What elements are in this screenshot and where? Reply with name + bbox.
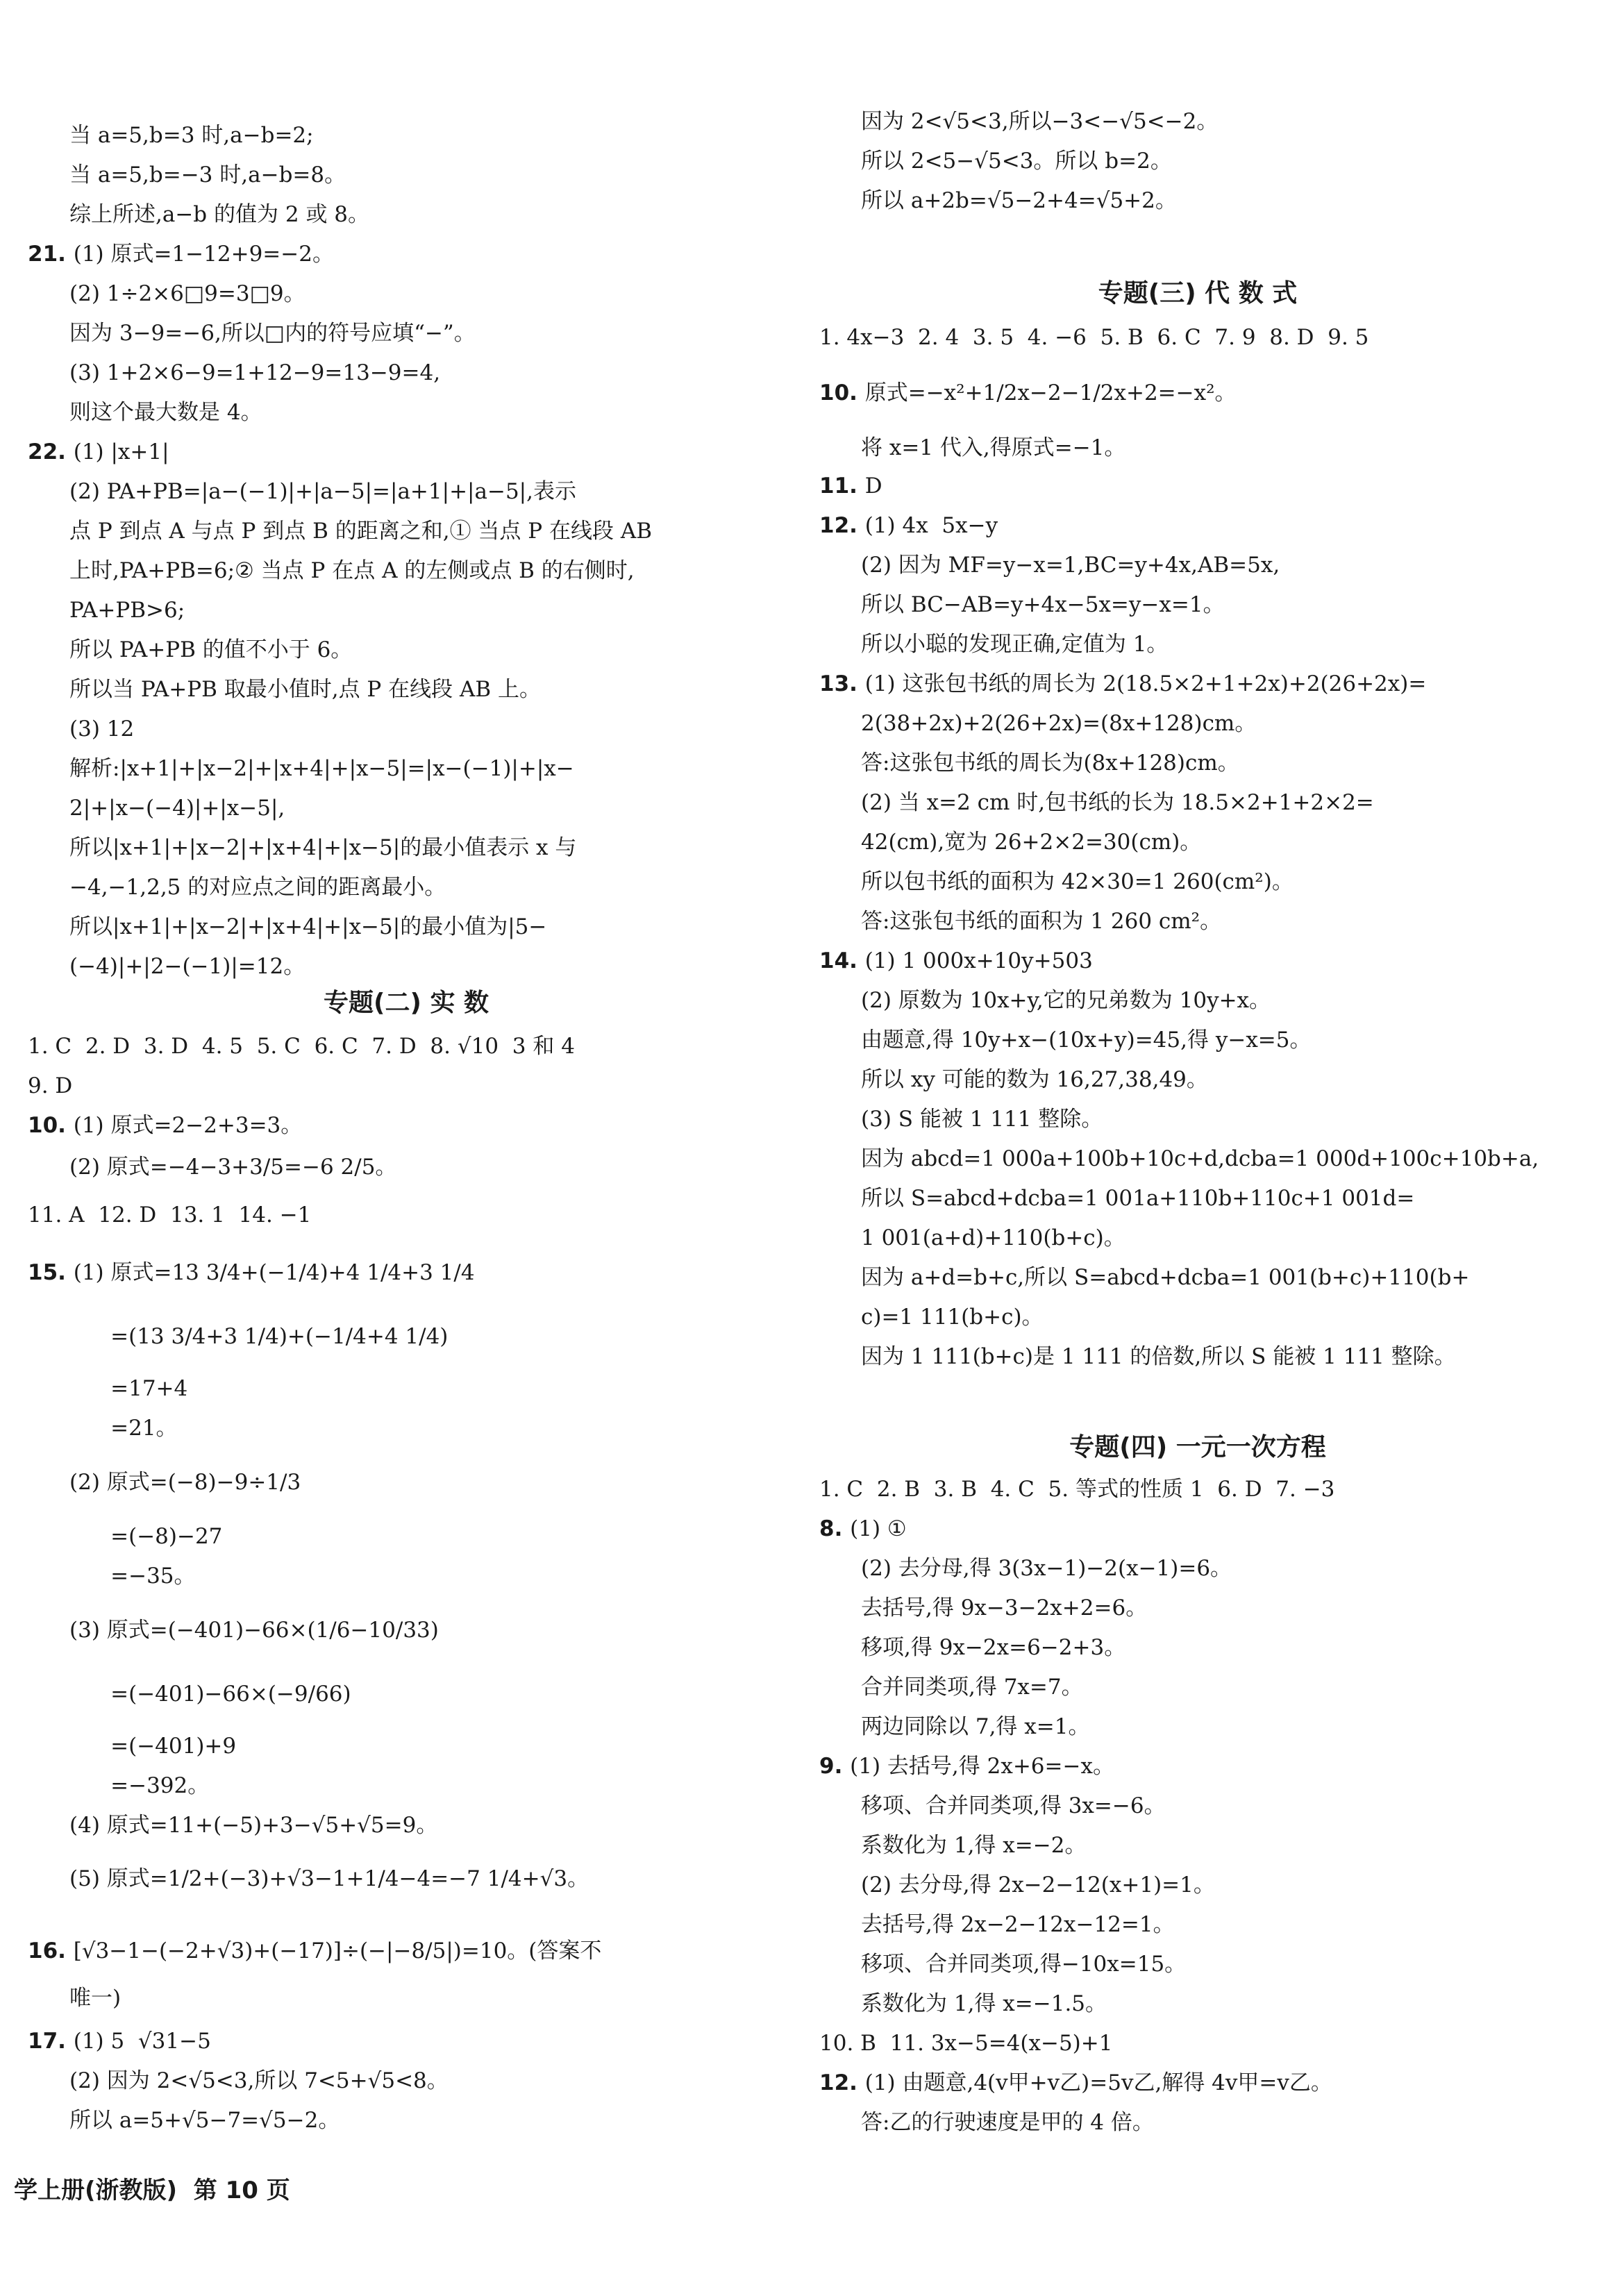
line-text: 11. A 12. D 13. 1 14. −1 — [28, 1203, 312, 1228]
answer-line — [69, 122, 314, 149]
line-text: 所以小聪的发现正确,定值为 1。 — [861, 632, 1169, 657]
answer-line — [69, 517, 652, 545]
answer-line — [861, 1264, 1469, 1291]
line-text: =(−8)−27 — [69, 1524, 223, 1549]
line-text: (5) 原式=1/2+(−3)+√3−1+1/4−4=−7 1/4+√3。 — [69, 1866, 589, 1891]
answer-line — [69, 873, 446, 901]
line-text: (−4)|+|2−(−1)|=12。 — [69, 954, 305, 979]
answer-line — [861, 1145, 1539, 1173]
line-text: 点 P 到点 A 与点 P 到点 B 的距离之和,① 当点 P 在线段 AB — [69, 519, 653, 544]
answer-line — [861, 1594, 1147, 1622]
question-number: 16. — [28, 1938, 74, 1963]
line-text: (1) 由题意,4(v甲+v乙)=5v乙,解得 4v甲=v乙。 — [864, 2070, 1332, 2095]
line-text: 所以|x+1|+|x−2|+|x+4|+|x−5|的最小值为|5− — [69, 914, 547, 939]
line-text: (1) 5 √31−5 — [73, 2029, 211, 2054]
question-number: 11. — [819, 474, 865, 499]
line-text: (1) 原式=2−2+3=3。 — [73, 1113, 303, 1138]
answer-line — [861, 987, 1271, 1014]
line-text: 1. C 2. D 3. D 4. 5 5. C 6. C 7. D 8. √10 3 和 4 — [28, 1034, 575, 1059]
line-text: c)=1 111(b+c)。 — [861, 1305, 1044, 1330]
line-text: 解析:|x+1|+|x−2|+|x+4|+|x−5|=|x−(−1)|+|x− — [69, 756, 574, 781]
answer-line — [861, 630, 1168, 658]
answer-line — [69, 319, 476, 347]
answer-line — [861, 108, 1218, 135]
answer-line — [69, 1468, 301, 1496]
question-number: 9. — [819, 1754, 851, 1779]
line-text: 上时,PA+PB=6;② 当点 P 在点 A 的左侧或点 B 的右侧时, — [69, 558, 635, 583]
line-text: =17+4 — [69, 1376, 188, 1401]
line-text: =(13 3/4+3 1/4)+(−1/4+4 1/4) — [69, 1324, 449, 1349]
question-line — [819, 670, 1426, 698]
answer-line — [819, 324, 1368, 351]
answer-line — [861, 2109, 1154, 2136]
line-text: 所以 PA+PB 的值不小于 6。 — [69, 637, 353, 662]
question-line — [819, 2069, 1332, 2097]
line-text: (1) 原式=1−12+9=−2。 — [73, 242, 334, 267]
question-number: 15. — [28, 1260, 74, 1285]
line-text: (2) 1÷2×6□9=3□9。 — [69, 281, 305, 306]
line-text: 1. C 2. B 3. B 4. C 5. 等式的性质 1 6. D 7. −3 — [819, 1477, 1335, 1502]
line-text: (1) 4x 5x−y — [864, 513, 998, 538]
answer-line — [69, 2106, 340, 2134]
question-number: 12. — [819, 513, 865, 538]
line-text: 系数化为 1,得 x=−2。 — [861, 1833, 1087, 1858]
answer-line — [69, 794, 285, 822]
line-text: 合并同类项,得 7x=7。 — [861, 1675, 1083, 1700]
line-text: 原式=−x²+1/2x−2−1/2x+2=−x²。 — [864, 380, 1237, 405]
line-text: 1 001(a+d)+110(b+c)。 — [861, 1225, 1125, 1250]
line-text: =−392。 — [69, 1773, 210, 1798]
answer-line — [69, 1523, 222, 1550]
line-text: 当 a=5,b=−3 时,a−b=8。 — [69, 162, 346, 187]
line-text: 所以 2<5−√5<3。所以 b=2。 — [861, 149, 1172, 174]
line-text: (1) 1 000x+10y+503 — [864, 948, 1093, 973]
question-number: 22. — [28, 439, 74, 464]
line-text: =21。 — [69, 1416, 178, 1441]
answer-line — [861, 1871, 1215, 1899]
answer-line — [861, 1026, 1312, 1054]
answer-line — [819, 1475, 1334, 1503]
line-text: 9. D — [28, 1073, 73, 1098]
line-text: (2) 当 x=2 cm 时,包书纸的长为 18.5×2+1+2×2= — [861, 790, 1374, 815]
line-text: (2) PA+PB=|a−(−1)|+|a−5|=|a+1|+|a−5|,表示 — [69, 479, 576, 504]
answer-line — [69, 1616, 439, 1644]
line-text: D — [864, 474, 882, 499]
answer-line — [69, 1865, 589, 1893]
line-text: 两边同除以 7,得 x=1。 — [861, 1714, 1090, 1739]
question-line — [819, 947, 1093, 975]
answer-line — [69, 2067, 449, 2095]
answer-line — [69, 280, 305, 308]
line-text: 因为 1 111(b+c)是 1 111 的倍数,所以 S 能被 1 111 整除。 — [861, 1344, 1456, 1369]
answer-line — [861, 868, 1294, 896]
line-text: (2) 去分母,得 2x−2−12(x+1)=1。 — [861, 1873, 1215, 1898]
answer-line — [28, 1072, 72, 1100]
line-text: 去括号,得 9x−3−2x+2=6。 — [861, 1595, 1148, 1620]
question-number: 17. — [28, 2029, 74, 2054]
answer-line — [861, 1832, 1086, 1859]
answer-line — [861, 1792, 1166, 1820]
line-text: 去括号,得 2x−2−12x−12=1。 — [861, 1912, 1175, 1937]
question-number: 14. — [819, 948, 865, 973]
answer-line — [69, 399, 262, 426]
answer-line — [69, 201, 369, 228]
line-text: 答:这张包书纸的周长为(8x+128)cm。 — [861, 751, 1239, 776]
line-text: (2) 原式=(−8)−9÷1/3 — [69, 1470, 301, 1495]
line-text: 答:乙的行驶速度是甲的 4 倍。 — [861, 2110, 1154, 2135]
answer-line — [861, 147, 1172, 175]
answer-line — [861, 710, 1256, 737]
line-text: PA+PB>6; — [69, 598, 185, 623]
answer-line — [861, 1343, 1456, 1371]
line-text: =(−401)−66×(−9/66) — [69, 1682, 351, 1707]
answer-line — [69, 636, 352, 664]
section-heading: 专题(四) 一元一次方程 — [1069, 1433, 1326, 1461]
answer-line — [861, 434, 1125, 462]
question-line — [28, 1937, 601, 1965]
question-line — [819, 1515, 907, 1543]
answer-line — [861, 591, 1225, 619]
line-text: (1) 原式=13 3/4+(−1/4)+4 1/4+3 1/4 — [73, 1260, 475, 1285]
line-text: (3) S 能被 1 111 整除。 — [861, 1107, 1103, 1132]
line-text: 由题意,得 10y+x−(10x+y)=45,得 y−x=5。 — [861, 1028, 1312, 1053]
answer-line — [861, 749, 1239, 777]
line-text: =−35。 — [69, 1564, 196, 1589]
line-text: 所以 a+2b=√5−2+4=√5+2。 — [861, 188, 1177, 213]
line-text: 1. 4x−3 2. 4 3. 5 4. −6 5. B 6. C 7. 9 8. D 9. 5 — [819, 325, 1369, 350]
line-text: 所以 BC−AB=y+4x−5x=y−x=1。 — [861, 592, 1225, 617]
question-line — [819, 472, 882, 500]
line-text: 因为 a+d=b+c,所以 S=abcd+dcba=1 001(b+c)+110(b+ — [861, 1265, 1470, 1290]
question-line — [28, 240, 334, 268]
line-text: (2) 因为 MF=y−x=1,BC=y+4x,AB=5x, — [861, 553, 1280, 578]
answer-line — [69, 834, 576, 862]
answer-line — [861, 1303, 1044, 1331]
question-line — [819, 512, 998, 539]
line-text: =(−401)+9 — [69, 1734, 237, 1759]
question-line — [819, 379, 1237, 407]
line-text: 综上所述,a−b 的值为 2 或 8。 — [69, 202, 370, 227]
line-text: (3) 1+2×6−9=1+12−9=13−9=4, — [69, 360, 441, 385]
line-text: 移项、合并同类项,得−10x=15。 — [861, 1952, 1187, 1977]
question-number: 8. — [819, 1516, 851, 1541]
line-text: 所以|x+1|+|x−2|+|x+4|+|x−5|的最小值表示 x 与 — [69, 835, 577, 860]
line-text: (4) 原式=11+(−5)+3−√5+√5=9。 — [69, 1813, 438, 1838]
answer-line — [861, 828, 1201, 856]
answer-line — [69, 1811, 437, 1839]
question-line — [28, 1112, 302, 1139]
question-number: 12. — [819, 2070, 865, 2095]
answer-line — [69, 1153, 396, 1181]
line-text: 所以 a=5+√5−7=√5−2。 — [69, 2108, 340, 2133]
line-text: (1) 这张包书纸的周长为 2(18.5×2+1+2x)+2(26+2x)= — [864, 671, 1427, 696]
line-text: 移项,得 9x−2x=6−2+3。 — [861, 1635, 1126, 1660]
line-text: −4,−1,2,5 的对应点之间的距离最小。 — [69, 875, 446, 900]
answer-line — [69, 1984, 121, 2012]
answer-line — [69, 557, 635, 585]
line-text: 2(38+2x)+2(26+2x)=(8x+128)cm。 — [861, 711, 1257, 736]
question-number: 13. — [819, 671, 865, 696]
answer-line — [861, 1555, 1232, 1582]
line-text: 则这个最大数是 4。 — [69, 400, 262, 425]
answer-line — [69, 1323, 448, 1350]
answer-line — [69, 1414, 178, 1442]
answer-line — [861, 1184, 1414, 1212]
answer-line — [819, 2029, 1112, 2057]
answer-line — [861, 789, 1374, 816]
answer-line — [861, 1713, 1089, 1741]
line-text: 10. B 11. 3x−5=4(x−5)+1 — [819, 2031, 1113, 2056]
line-text: (1) |x+1| — [73, 439, 169, 464]
answer-line — [69, 913, 546, 941]
page-footer: 学上册(浙教版) 第 10 页 — [14, 2177, 290, 2204]
line-text: (1) ① — [850, 1516, 907, 1541]
answer-line — [861, 907, 1221, 935]
answer-line — [861, 187, 1177, 215]
line-text: (2) 原数为 10x+y,它的兄弟数为 10y+x。 — [861, 988, 1271, 1013]
answer-line — [69, 359, 440, 387]
answer-line — [861, 551, 1280, 579]
question-line — [819, 1752, 1114, 1780]
answer-line — [861, 1950, 1186, 1978]
line-text: 所以 xy 可能的数为 16,27,38,49。 — [861, 1067, 1208, 1092]
answer-line — [861, 1634, 1125, 1661]
answer-line — [69, 478, 576, 505]
answer-line — [69, 676, 541, 703]
answer-line — [28, 1032, 575, 1060]
line-text: 所以 S=abcd+dcba=1 001a+110b+110c+1 001d= — [861, 1186, 1415, 1211]
answer-line — [69, 161, 346, 189]
question-number: 10. — [28, 1113, 74, 1138]
line-text: 因为 2<√5<3,所以−3<−√5<−2。 — [861, 109, 1219, 134]
question-number: 21. — [28, 242, 74, 267]
line-text: 当 a=5,b=3 时,a−b=2; — [69, 123, 314, 148]
answer-line — [28, 1201, 311, 1229]
answer-line — [69, 596, 185, 624]
answer-line — [861, 1990, 1107, 2018]
line-text: 唯一) — [69, 1986, 122, 2011]
line-text: 因为 abcd=1 000a+100b+10c+d,dcba=1 000d+100c+10b+a, — [861, 1146, 1539, 1171]
answer-line — [861, 1066, 1208, 1094]
line-text: (3) 12 — [69, 717, 135, 742]
line-text: 移项、合并同类项,得 3x=−6。 — [861, 1793, 1166, 1818]
line-text: 所以当 PA+PB 取最小值时,点 P 在线段 AB 上。 — [69, 677, 542, 702]
question-number: 10. — [819, 380, 865, 405]
answer-line — [861, 1673, 1083, 1701]
answer-line — [69, 953, 305, 980]
answer-line — [69, 715, 134, 743]
answer-line — [861, 1224, 1125, 1252]
line-text: (3) 原式=(−401)−66×(1/6−10/33) — [69, 1618, 439, 1643]
section-heading: 专题(二) 实 数 — [324, 989, 489, 1017]
question-line — [28, 438, 169, 466]
line-text: (1) 去括号,得 2x+6=−x。 — [850, 1754, 1114, 1779]
question-line — [28, 2027, 211, 2055]
answer-line — [69, 755, 574, 782]
line-text: (2) 因为 2<√5<3,所以 7<5+√5<8。 — [69, 2068, 449, 2093]
answer-line — [69, 1562, 196, 1590]
line-text: 将 x=1 代入,得原式=−1。 — [861, 435, 1126, 460]
question-line — [28, 1259, 475, 1287]
answer-line — [69, 1375, 187, 1402]
line-text: 因为 3−9=−6,所以□内的符号应填“−”。 — [69, 321, 476, 346]
answer-line — [69, 1732, 236, 1760]
section-heading: 专题(三) 代 数 式 — [1098, 279, 1298, 308]
line-text: (2) 去分母,得 3(3x−1)−2(x−1)=6。 — [861, 1556, 1232, 1581]
line-text: 所以包书纸的面积为 42×30=1 260(cm²)。 — [861, 869, 1294, 894]
answer-line — [69, 1680, 351, 1708]
line-text: [√3−1−(−2+√3)+(−17)]÷(−|−8/5|)=10。(答案不 — [73, 1938, 602, 1963]
answer-line — [861, 1105, 1103, 1133]
answer-line — [861, 1911, 1175, 1938]
line-text: 2|+|x−(−4)|+|x−5|, — [69, 796, 285, 821]
line-text: 答:这张包书纸的面积为 1 260 cm²。 — [861, 909, 1222, 934]
line-text: 系数化为 1,得 x=−1.5。 — [861, 1991, 1107, 2016]
answer-line — [69, 1772, 209, 1800]
line-text: 42(cm),宽为 26+2×2=30(cm)。 — [861, 830, 1202, 855]
line-text: (2) 原式=−4−3+3/5=−6 2/5。 — [69, 1155, 397, 1180]
